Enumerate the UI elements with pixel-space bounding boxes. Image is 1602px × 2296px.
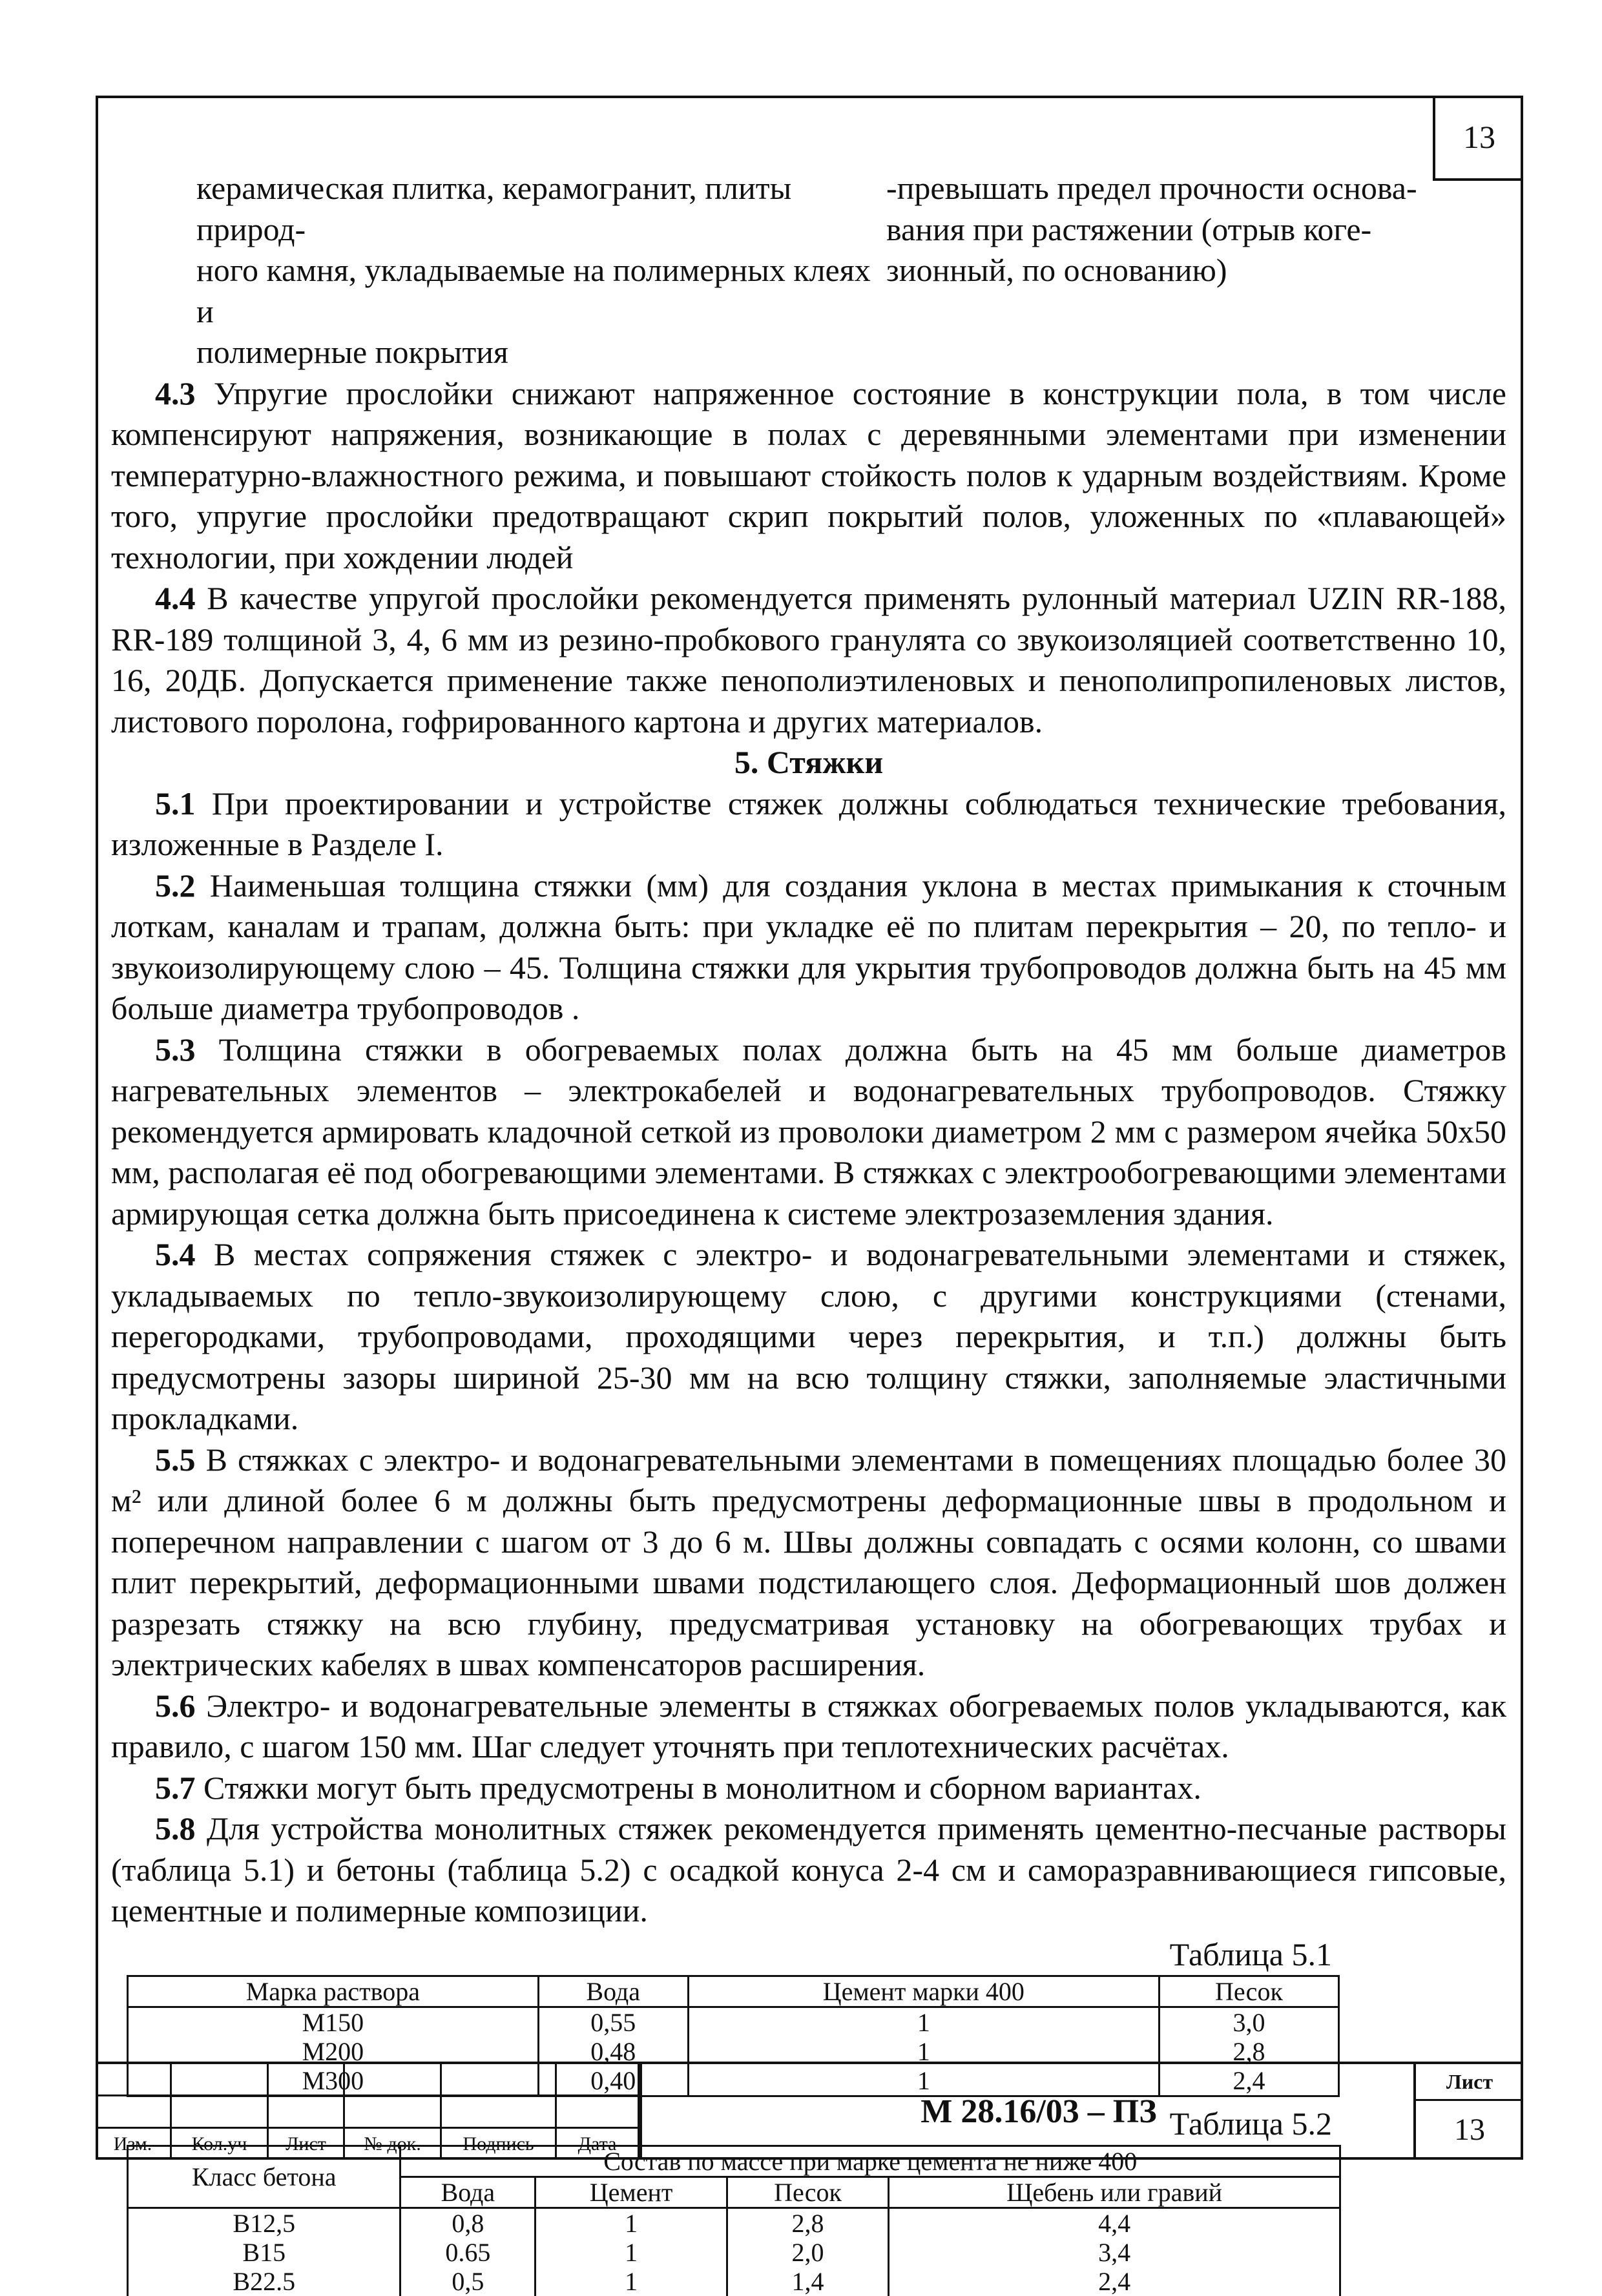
sheet-number: 13 [1454,2113,1485,2147]
table-row [128,2208,1340,2238]
table-cell: 1,4 [727,2267,888,2296]
table-row [128,2267,1340,2296]
table2-subheader: Песок [727,2177,888,2208]
table-cell: 2,0 [727,2238,888,2267]
paragraph-5-2: 5.2 Наименьшая толщина стяжки (мм) для создания уклона в местах примыкания к сточным лоткам, каналам и трапам, должна быть: при укладке её по плитам перекрытия – 20, по тепло- и звукоизолирующему слою – 45. Толщина стяжки для укрытия трубопроводов должна быть на 45 мм больше диаметра трубопроводов . [111,867,1506,1026]
table-cell: 0,40 [538,2066,688,2096]
table2-header-group: Состав по массе при марке цемента не ниже 400 [400,2146,1340,2177]
sheet-label: Лист [1416,2064,1523,2101]
table-cell: М300 [128,2066,539,2096]
paragraph-5-3: 5.3 Толщина стяжки в обогреваемых полах должна быть на 45 мм больше диаметров нагревательных элементов – электрокабелей и водонагревательных трубопроводов. Стяжку рекомендуется армировать кладочной сеткой из проволоки диаметром 2 мм с размером ячейка 50х50 мм, располагая её под обогревающими элементами. В стяжках с электрообогревающими элементами армирующая сетка должна быть присоединена к системе электрозаземления здания. [111,1031,1506,1232]
label-list: Лист [269,2129,345,2160]
label-signature: Подпись [442,2129,557,2160]
title-block-labels [96,2129,640,2160]
table-cell: 2,8 [1159,2037,1338,2066]
continued-left-text: керамическая плитка, керамогранит, плиты природ- ного камня, укладываемые на полимерных клеях и полимерные покрытия [196,170,871,370]
table-cell: 1 [688,2066,1159,2096]
table-cell: В22.5 [128,2267,400,2296]
paragraph-5-8: 5.8 Для устройства монолитных стяжек рекомендуется применять цементно-песчаные растворы (таблица 5.1) и бетоны (таблица 5.2) с осадкой конуса 2-4 см и саморазравнивающиеся гипсовые, цементные и полимерные композиции. [111,1810,1506,1929]
paragraph-5-7: 5.7 Стяжки могут быть предусмотрены в монолитном и сборном вариантах. [155,1769,1202,1806]
table-cell: 0,48 [538,2037,688,2066]
table-cell: 4,4 [889,2208,1340,2238]
table-cell: 0,8 [400,2208,536,2238]
document-body [111,168,1506,2296]
label-izm: Изм. [96,2129,172,2160]
table-cell: 0,5 [400,2267,536,2296]
table1-header: Марка раствора [128,1976,539,2007]
table-cell: 1 [536,2267,727,2296]
table1-header: Песок [1159,1976,1338,2007]
table-cell: 2,4 [889,2267,1340,2296]
paragraph-5-4: 5.4 В местах сопряжения стяжек с электро- и водонагревательными элементами и стяжек, укладываемых по тепло-звукоизолирующему слою, с другими конструкциями (стенами, перегородками, трубопроводами, проходящими через перекрытия, и т.п.) должны быть предусмотрены зазоры шириной 25-30 мм на всю толщину стяжки, заполняемые эластичными прокладками. [111,1236,1506,1436]
paragraph-5-6: 5.6 Электро- и водонагревательные элементы в стяжках обогреваемых полов укладываются, как правило, с шагом 150 мм. Шаг следует уточнять при теплотехнических расчётах. [111,1687,1506,1764]
title-block-row [96,2064,640,2096]
table-row [128,2007,1339,2038]
label-kol-uch: Кол.уч [172,2129,269,2160]
continued-columns [111,168,1506,373]
paragraph-4-4: 4.4 В качестве упругой прослойки рекомендуется применять рулонный материал UZIN RR-188, RR-189 толщиной 3, 4, 6 мм из резино-пробкового гранулята со звукоизоляцией соответственно 10, 16, 20ДБ. Допускается применение также пенополиэтиленовых и пенополипропиленовых листов, листового поролона, гофрированного картона и других материалов. [111,580,1506,739]
table2-header-class: Класс бетона [128,2146,400,2208]
table-5-2-caption: Таблица 5.2 [1169,2105,1332,2142]
sheet-box [1413,2064,1523,2160]
paragraph-5-5: 5.5 В стяжках с электро- и водонагревательными элементами в помещениях площадью более 30 м² или длиной более 6 м должны быть предусмотрены деформационные швы в продольном и поперечном направлении с шагом от 3 до 6 м. Швы должны совпадать с осями колонн, со швами плит перекрытий, деформационными швами подстилающего слоя. Деформационный шов должен разрезать стяжку на всю глубину, предусматривая установку на обогревающих трубах и электрических кабелях в швах компенсаторов расширения. [111,1441,1506,1682]
table-row [128,2238,1340,2267]
table-cell: 3,0 [1159,2007,1338,2038]
label-date: Дата [557,2129,640,2160]
table-cell: 1 [688,2037,1159,2066]
document-code: М 28.16/03 – ПЗ [640,2064,1435,2160]
table-cell: В15 [128,2238,400,2267]
continued-right-text: -превышать предел прочности основа- вания при растяжении (отрыв коге- зионный, по основанию) [886,170,1417,288]
table-cell: М150 [128,2007,539,2038]
table-cell: 2,4 [1159,2066,1338,2096]
table-cell: 1 [536,2238,727,2267]
table-5-2 [127,2145,1341,2296]
title-block [96,2062,1523,2160]
table-cell: 1 [688,2007,1159,2038]
title-block-row [96,2096,640,2129]
table-cell: М200 [128,2037,539,2066]
table-cell: 2,8 [727,2208,888,2238]
paragraph-5-1: 5.1 При проектировании и устройстве стяжек должны соблюдаться технические требования, изложенные в Разделе I. [111,785,1506,862]
table-cell: 0,55 [538,2007,688,2038]
table-cell: 3,4 [889,2238,1340,2267]
page-number-top: 13 [1433,96,1523,181]
table-5-1-caption: Таблица 5.1 [1169,1936,1332,1972]
table1-header: Цемент марки 400 [688,1976,1159,2007]
table2-subheader: Вода [400,2177,536,2208]
section-heading: 5. Стяжки [734,744,884,780]
table2-subheader: Щебень или гравий [889,2177,1340,2208]
table1-header: Вода [538,1976,688,2007]
title-block-grid [96,2064,640,2160]
table-cell: 1 [536,2208,727,2238]
paragraph-4-3: 4.3 Упругие прослойки снижают напряженное состояние в конструкции пола, в том числе компенсируют напряжения, возникающие в полах с деревянными элементами при изменении температурно-влажностного режима, и повышают стойкость полов к ударным воздействиям. Кроме того, упругие прослойки предотвращают скрип покрытий полов, уложенных по «плавающей» технологии, при хождении людей [111,375,1506,575]
label-doc-no: № док. [345,2129,442,2160]
table-cell: 0.65 [400,2238,536,2267]
table2-subheader: Цемент [536,2177,727,2208]
table-cell: В12,5 [128,2208,400,2238]
